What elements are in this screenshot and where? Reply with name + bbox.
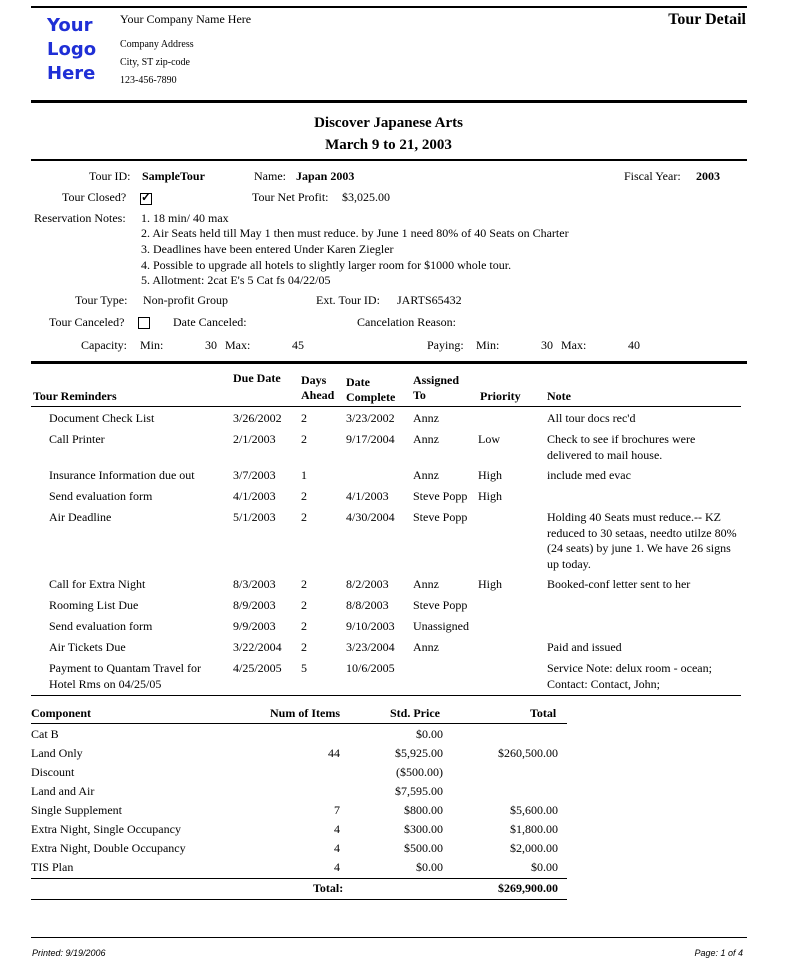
reminder-task: Air Tickets Due	[49, 640, 126, 654]
tour-closed-checkbox[interactable]	[140, 193, 152, 205]
reminder-days-ahead: 2	[301, 577, 307, 591]
company-address: Company Address	[120, 39, 194, 50]
reminder-note: Service Note: delux room - ocean; Contact: Contact, John;	[547, 661, 712, 691]
reminder-days-ahead: 2	[301, 489, 307, 503]
name-value: Japan 2003	[296, 169, 355, 183]
net-profit-label: Tour Net Profit:	[252, 190, 329, 204]
reminder-task: Call for Extra Night	[49, 577, 146, 591]
tour-dates: March 9 to 21, 2003	[325, 137, 452, 153]
reminder-assigned-to: Annz	[413, 577, 439, 591]
reservation-note: 1. 18 min/ 40 max	[141, 211, 229, 225]
cancel-reason-label: Cancelation Reason:	[357, 315, 456, 329]
tour-canceled-checkbox[interactable]	[138, 317, 150, 329]
tour-title: Discover Japanese Arts	[314, 115, 463, 131]
company-city: City, ST zip-code	[120, 57, 190, 68]
reminder-date-complete: 8/2/2003	[346, 577, 389, 591]
tour-id-value: SampleTour	[142, 169, 205, 183]
reminder-due-date: 9/9/2003	[233, 619, 276, 633]
reminder-priority: Low	[478, 432, 500, 446]
components-header-component: Component	[31, 706, 92, 720]
component-name: Extra Night, Double Occupancy	[31, 841, 186, 855]
ext-tour-id-label: Ext. Tour ID:	[316, 293, 380, 307]
reminder-due-date: 4/25/2005	[233, 661, 282, 675]
capacity-min-label: Min:	[140, 338, 164, 352]
net-profit-value: $3,025.00	[342, 190, 390, 204]
component-num-items: 4	[334, 860, 340, 874]
reminder-days-ahead: 5	[301, 661, 307, 675]
reminder-note: Paid and issued	[547, 640, 622, 654]
reminder-assigned-to: Steve Popp	[413, 489, 468, 503]
reminder-task: Send evaluation form	[49, 619, 153, 633]
reminder-days-ahead: 1	[301, 468, 307, 482]
reminder-task: Document Check List	[49, 411, 155, 425]
components-header-rule	[31, 723, 567, 724]
component-std-price: $800.00	[404, 803, 443, 817]
component-num-items: 4	[334, 841, 340, 855]
component-num-items: 7	[334, 803, 340, 817]
components-header-total: Total	[530, 706, 557, 720]
component-name: Discount	[31, 765, 75, 779]
capacity-min-value: 30	[205, 338, 217, 352]
reservation-note: 4. Possible to upgrade all hotels to slightly larger room for $1000 whole tour.	[141, 258, 512, 272]
capacity-max-value: 45	[292, 338, 304, 352]
reminder-date-complete: 3/23/2002	[346, 411, 395, 425]
reminder-priority: High	[478, 468, 502, 482]
component-std-price: $0.00	[416, 727, 443, 741]
component-name: Extra Night, Single Occupancy	[31, 822, 181, 836]
reminders-header-due: Due Date	[233, 371, 281, 385]
component-std-price: $500.00	[404, 841, 443, 855]
reminder-task: Call Printer	[49, 432, 105, 446]
reminder-assigned-to: Steve Popp	[413, 598, 468, 612]
reminder-task: Insurance Information due out	[49, 468, 195, 482]
capacity-max-label: Max:	[225, 338, 251, 352]
details-rule	[31, 159, 747, 161]
page-number: Page: 1 of 4	[694, 948, 743, 958]
reminder-assigned-to: Annz	[413, 640, 439, 654]
reminder-date-complete: 4/1/2003	[346, 489, 389, 503]
reminder-due-date: 8/3/2003	[233, 577, 276, 591]
component-std-price: $5,925.00	[395, 746, 443, 760]
components-grand-total: $269,900.00	[498, 881, 558, 895]
reminder-task: Rooming List Due	[49, 598, 139, 612]
paying-label: Paying:	[427, 338, 464, 352]
reminder-assigned-to: Steve Popp	[413, 510, 468, 524]
reminder-assigned-to: Annz	[413, 432, 439, 446]
tour-canceled-label: Tour Canceled?	[49, 315, 125, 329]
reminder-assigned-to: Annz	[413, 411, 439, 425]
top-rule	[31, 6, 747, 8]
reminders-header-note: Note	[547, 389, 571, 403]
component-total: $1,800.00	[510, 822, 558, 836]
components-header-price: Std. Price	[390, 706, 440, 720]
printed-date: Printed: 9/19/2006	[32, 948, 106, 958]
component-name: Land and Air	[31, 784, 95, 798]
component-name: TIS Plan	[31, 860, 74, 874]
reminder-note: Check to see if brochures were delivered to mail house.	[547, 432, 696, 462]
company-name: Your Company Name Here	[120, 12, 252, 26]
reminder-date-complete: 9/10/2003	[346, 619, 395, 633]
component-std-price: $0.00	[416, 860, 443, 874]
reminder-note: include med evac	[547, 468, 631, 482]
reminder-task: Send evaluation form	[49, 489, 153, 503]
reminders-header-days: Days Ahead	[301, 373, 335, 402]
company-logo: Your Logo Here	[47, 15, 97, 84]
component-name: Single Supplement	[31, 803, 122, 817]
components-header-num: Num of Items	[270, 706, 340, 720]
date-canceled-label: Date Canceled:	[173, 315, 247, 329]
reservation-note: 2. Air Seats held till May 1 then must reduce. by June 1 need 80% of 40 Seats on Charter	[141, 226, 569, 240]
reminders-bottom-rule	[31, 695, 741, 696]
reminder-due-date: 4/1/2003	[233, 489, 276, 503]
components-total-rule	[31, 878, 567, 879]
component-std-price: $7,595.00	[395, 784, 443, 798]
reminder-task: Air Deadline	[49, 510, 112, 524]
reminder-days-ahead: 2	[301, 510, 307, 524]
reminder-priority: High	[478, 577, 502, 591]
tour-type-label: Tour Type:	[75, 293, 128, 307]
tour-id-label: Tour ID:	[89, 169, 131, 183]
reminder-due-date: 2/1/2003	[233, 432, 276, 446]
reminder-date-complete: 10/6/2005	[346, 661, 395, 675]
report-title: Tour Detail	[668, 11, 746, 28]
reminder-days-ahead: 2	[301, 411, 307, 425]
reservation-notes-label: Reservation Notes:	[34, 211, 126, 225]
reminder-days-ahead: 2	[301, 432, 307, 446]
reminder-date-complete: 8/8/2003	[346, 598, 389, 612]
reminder-note: Booked-conf letter sent to her	[547, 577, 691, 591]
reminder-due-date: 3/22/2004	[233, 640, 282, 654]
reminders-header-rule	[31, 406, 741, 407]
reminder-due-date: 3/7/2003	[233, 468, 276, 482]
reminders-top-rule	[31, 361, 747, 364]
footer-rule	[31, 937, 747, 938]
paying-max-value: 40	[628, 338, 640, 352]
capacity-label: Capacity:	[81, 338, 127, 352]
name-label: Name:	[254, 169, 286, 183]
reminder-note: All tour docs rec'd	[547, 411, 636, 425]
ext-tour-id-value: JARTS65432	[397, 293, 462, 307]
reminder-date-complete: 4/30/2004	[346, 510, 395, 524]
component-name: Cat B	[31, 727, 59, 741]
reservation-note: 5. Allotment: 2cat E's 5 Cat fs 04/22/05	[141, 273, 331, 287]
paying-min-value: 30	[541, 338, 553, 352]
component-std-price: ($500.00)	[396, 765, 443, 779]
reminder-days-ahead: 2	[301, 598, 307, 612]
component-total: $2,000.00	[510, 841, 558, 855]
tour-closed-label: Tour Closed?	[62, 190, 127, 204]
components-bottom-rule	[31, 899, 567, 900]
company-phone: 123-456-7890	[120, 75, 177, 86]
fiscal-year-label: Fiscal Year:	[624, 169, 681, 183]
paying-max-label: Max:	[561, 338, 587, 352]
component-std-price: $300.00	[404, 822, 443, 836]
fiscal-year-value: 2003	[696, 169, 720, 183]
reminder-date-complete: 9/17/2004	[346, 432, 395, 446]
reminders-header-assigned: Assigned To	[413, 373, 460, 402]
reminder-days-ahead: 2	[301, 619, 307, 633]
reminder-assigned-to: Unassigned	[413, 619, 469, 633]
reminders-header-complete: Date Complete	[346, 375, 396, 404]
reminder-date-complete: 3/23/2004	[346, 640, 395, 654]
component-total: $260,500.00	[498, 746, 558, 760]
reminders-header-priority: Priority	[480, 389, 521, 403]
reminder-due-date: 8/9/2003	[233, 598, 276, 612]
tour-type-value: Non-profit Group	[143, 293, 228, 307]
paying-min-label: Min:	[476, 338, 500, 352]
reminder-assigned-to: Annz	[413, 468, 439, 482]
component-num-items: 44	[328, 746, 340, 760]
reminder-note: Holding 40 Seats must reduce.-- KZ reduced to 30 setaas, needto utilze 80% (24 seats) by june 1. We have 26 signs up today.	[547, 510, 737, 571]
reminder-due-date: 5/1/2003	[233, 510, 276, 524]
header-rule	[31, 100, 747, 103]
reminder-due-date: 3/26/2002	[233, 411, 282, 425]
component-num-items: 4	[334, 822, 340, 836]
reservation-note: 3. Deadlines have been entered Under Karen Ziegler	[141, 242, 394, 256]
components-total-label: Total:	[313, 881, 344, 895]
reminders-header-section: Tour Reminders	[33, 389, 117, 403]
component-name: Land Only	[31, 746, 83, 760]
reminder-days-ahead: 2	[301, 640, 307, 654]
reminder-task: Payment to Quantam Travel for Hotel Rms on 04/25/05	[49, 661, 201, 691]
component-total: $0.00	[531, 860, 558, 874]
reminder-priority: High	[478, 489, 502, 503]
component-total: $5,600.00	[510, 803, 558, 817]
